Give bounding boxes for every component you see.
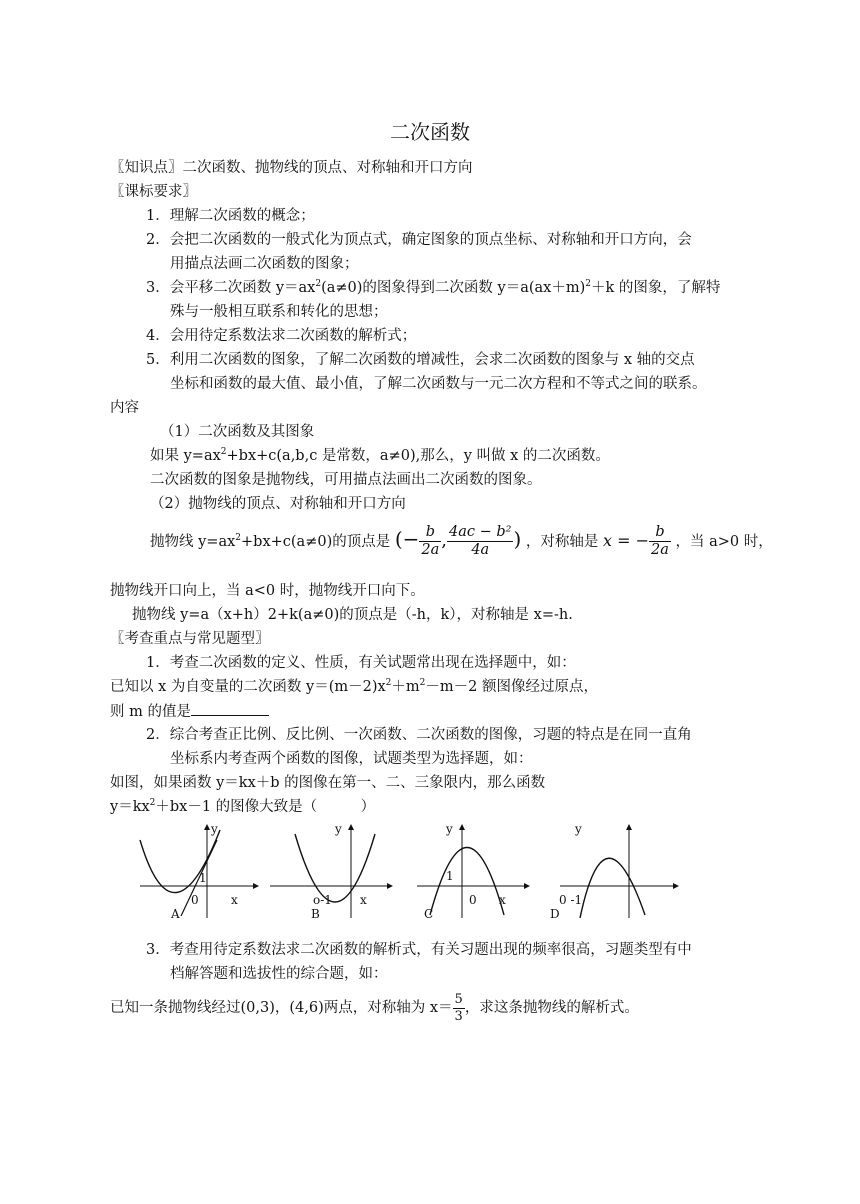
question-3-intro-cont: 档解答题和选拔性的综合题，如： xyxy=(170,966,388,982)
graph-d-origin-label: 0 -1 xyxy=(559,893,583,907)
question-3-problem: 已知一条抛物线经过(0,3)，(4,6)两点，对称轴为 x＝ $\frac{5}{3}$ ，求这条抛物线的解析式。 xyxy=(110,992,639,1024)
vertex-x-fraction: $\frac{b}{2a}$ xyxy=(421,524,440,559)
graph-a-y-label: y xyxy=(211,822,218,836)
graph-c-one-label: 1 xyxy=(446,869,454,883)
vertex-y-fraction: $\frac{\text{4ac − b²}}{4a}$ xyxy=(449,524,512,559)
vertex-formula-line: 抛物线 $y=ax^2+bx+c(a\ne 0)$的顶点是 (− $\frac{b}{2a}$ , $\frac{\text{4ac − b²}}{4a}$ ) ，对称轴是 x = − $\frac{b}{2a}$ ，当 a>0 时， xyxy=(150,524,773,559)
syllabus-header: 〖课标要求〗 xyxy=(110,184,197,200)
question-1-answer: 则 m 的值是 xyxy=(110,703,269,721)
syllabus-item-3-cont: 殊与一般相互联系和转化的思想； xyxy=(170,304,388,320)
graph-b-x-label: x xyxy=(360,893,367,907)
syllabus-item-4: 4．会用待定系数法求二次函数的解析式； xyxy=(146,328,417,344)
graph-d-y-arrow xyxy=(626,824,632,830)
graph-d-y-label: y xyxy=(575,822,582,836)
section-1-definition: 如果 $y=ax^2+bx+c(a,b,c$ 是常数，a≠0),那么，y 叫做 x 的二次函数。 xyxy=(150,447,610,464)
graph-b-y-arrow xyxy=(348,824,354,830)
question-2-problem: 如图，如果函数 y＝kx＋b 的图像在第一、二、三象限内，那么函数 xyxy=(110,775,546,791)
graph-d-parabola xyxy=(580,858,645,918)
knowledge-point: 〖知识点〗二次函数、抛物线的顶点、对称轴和开口方向 xyxy=(110,160,473,176)
graph-b-x-arrow xyxy=(387,883,393,889)
graph-c-letter: C xyxy=(424,907,434,920)
opening-direction: 抛物线开口向上，当 a<0 时，抛物线开口向下。 xyxy=(110,583,425,599)
graph-c-parabola xyxy=(430,848,504,916)
q3-fraction: $\frac{5}{3}$ xyxy=(454,992,463,1024)
question-1-intro: 1．考查二次函数的定义、性质，有关试题常出现在选择题中，如： xyxy=(146,655,576,671)
section-2-title: （2）抛物线的顶点、对称轴和开口方向 xyxy=(150,496,406,512)
syllabus-item-2: 2．会把二次函数的一般式化为顶点式，确定图象的顶点坐标、对称轴和开口方向，会 xyxy=(146,232,692,248)
vertex-form: 抛物线 y=a（x+h）2+k(a≠0)的顶点是（-h，k），对称轴是 x=-h. xyxy=(132,607,573,623)
graph-c-y-label: y xyxy=(446,822,453,836)
graph-c-y-arrow xyxy=(459,824,465,830)
question-3-intro: 3．考查用待定系数法求二次函数的解析式，有关习题出现的频率很高，习题类型有中 xyxy=(146,942,692,958)
graph-d-letter: D xyxy=(550,907,560,920)
syllabus-item-3: 3．会平移二次函数 $y=ax^2(a\ne 0)$的图象得到二次函数 $y=a(ax+m)^2+k$ 的图象，了解特 xyxy=(146,279,721,296)
graph-b-origin-label: o-1 xyxy=(313,893,332,907)
graph-b-y-label: y xyxy=(335,822,342,836)
graph-b-letter: B xyxy=(311,907,320,920)
syllabus-item-5: 5．利用二次函数的图象，了解二次函数的增减性，会求二次函数的图象与 x 轴的交点 xyxy=(146,352,695,368)
question-2-problem-cont: $y=kx^2+bx-1$ 的图像大致是（ ） xyxy=(110,798,376,815)
graph-c xyxy=(412,820,537,920)
graph-b-parabola xyxy=(295,834,375,902)
graph-b xyxy=(265,820,395,920)
graph-d xyxy=(545,820,680,920)
graph-a-origin-label: 0 xyxy=(191,893,199,907)
page-title: 二次函数 xyxy=(390,120,470,144)
question-2-intro-cont: 坐标系内考查两个函数的图像，试题类型为选择题，如： xyxy=(170,751,533,767)
graph-c-x-label: x xyxy=(499,893,506,907)
syllabus-item-2-cont: 用描点法画二次函数的图象； xyxy=(170,256,359,272)
section-1-graph-note: 二次函数的图象是抛物线，可用描点法画出二次函数的图象。 xyxy=(150,472,542,488)
graph-a xyxy=(135,820,260,920)
graph-a-parabola xyxy=(140,830,220,893)
graph-a-x-label: x xyxy=(231,893,238,907)
section-1-title: （1）二次函数及其图象 xyxy=(160,424,315,440)
graph-c-origin-label: 0 xyxy=(469,893,477,907)
focus-header: 〖考查重点与常见题型〗 xyxy=(110,631,270,647)
syllabus-item-1: 1．理解二次函数的概念； xyxy=(146,208,315,224)
graph-d-x-arrow xyxy=(673,883,679,889)
axis-fraction: $\frac{b}{2a}$ xyxy=(651,524,669,559)
graph-a-x-arrow xyxy=(253,883,259,889)
question-2-intro: 2．综合考查正比例、反比例、一次函数、二次函数的图像，习题的特点是在同一直角 xyxy=(146,727,692,743)
graph-a-y-arrow xyxy=(204,824,210,830)
graph-c-x-arrow xyxy=(524,883,530,889)
graph-a-one-label: 1 xyxy=(199,871,207,885)
answer-blank xyxy=(191,703,269,716)
question-1-problem: 已知以 x 为自变量的二次函数 $y=(m-2)x^2+m^2-m-2$ 额图像经过原点， xyxy=(110,678,598,695)
content-header: 内容 xyxy=(110,400,139,416)
graph-a-letter: A xyxy=(171,907,180,920)
syllabus-item-5-cont: 坐标和函数的最大值、最小值，了解二次函数与一元二次方程和不等式之间的联系。 xyxy=(170,376,707,392)
